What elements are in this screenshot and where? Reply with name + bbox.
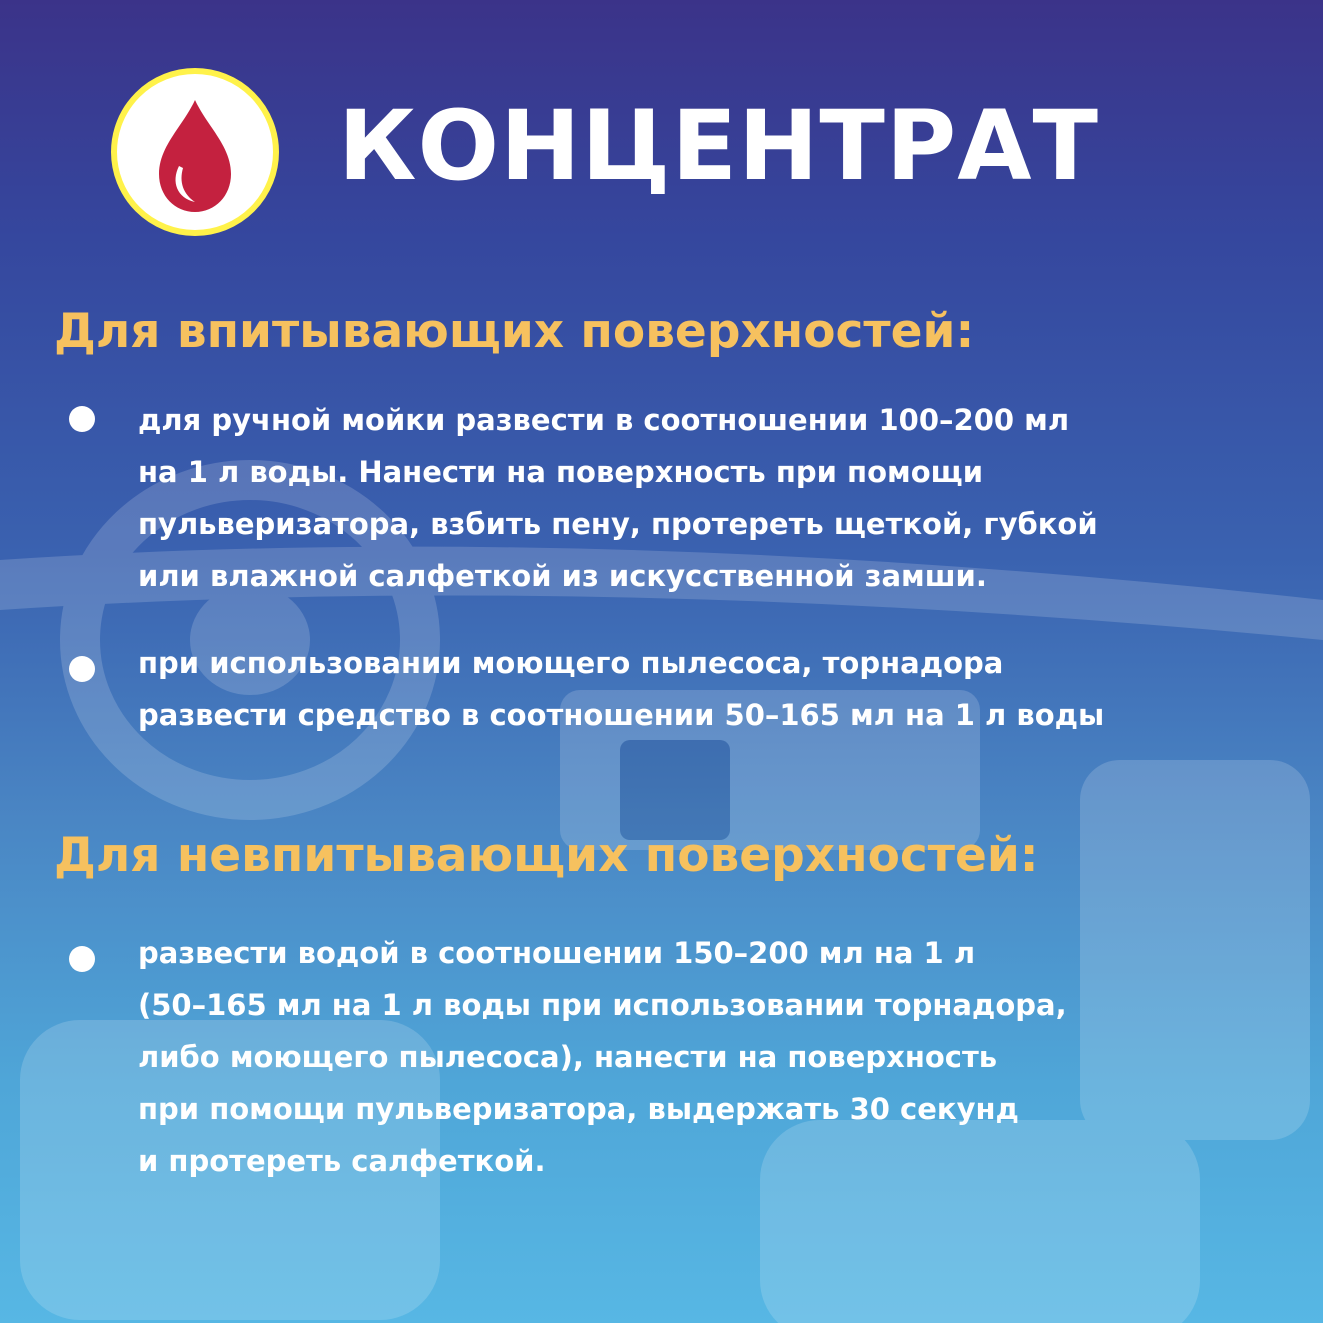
list-item: [138, 637, 1104, 741]
list-item: [138, 927, 1067, 1187]
list-item-line: для ручной мойки развести в соотношении 100–200 мл: [138, 403, 1070, 437]
list-item-line: при использовании моющего пылесоса, торнадора: [138, 646, 1004, 680]
page-title: КОНЦЕНТРАТ: [338, 90, 1100, 202]
logo-badge: [111, 68, 279, 236]
bullet-dot: [69, 656, 95, 682]
list-item-line: развести водой в соотношении 150–200 мл на 1 л: [138, 936, 976, 970]
list-item-line: или влажной салфеткой из искусственной замши.: [138, 559, 987, 593]
list-item-line: либо моющего пылесоса), нанести на поверхность: [138, 1040, 998, 1074]
section-heading-absorbent: Для впитывающих поверхностей:: [54, 304, 975, 359]
list-item-line: при помощи пульверизатора, выдержать 30 секунд: [138, 1092, 1019, 1126]
bullet-dot: [69, 946, 95, 972]
list-item-line: (50–165 мл на 1 л воды при использовании торнадора,: [138, 988, 1067, 1022]
bullet-dot: [69, 406, 95, 432]
list-item-line: развести средство в соотношении 50–165 мл на 1 л воды: [138, 698, 1105, 732]
list-item-line: пульверизатора, взбить пену, протереть щеткой, губкой: [138, 507, 1098, 541]
list-item-line: на 1 л воды. Нанести на поверхность при помощи: [138, 455, 984, 489]
list-item-line: и протереть салфеткой.: [138, 1144, 546, 1178]
list-item: [138, 394, 1098, 602]
section-heading-non-absorbent: Для невпитывающих поверхностей:: [54, 828, 1039, 883]
drop-icon: [117, 74, 273, 230]
